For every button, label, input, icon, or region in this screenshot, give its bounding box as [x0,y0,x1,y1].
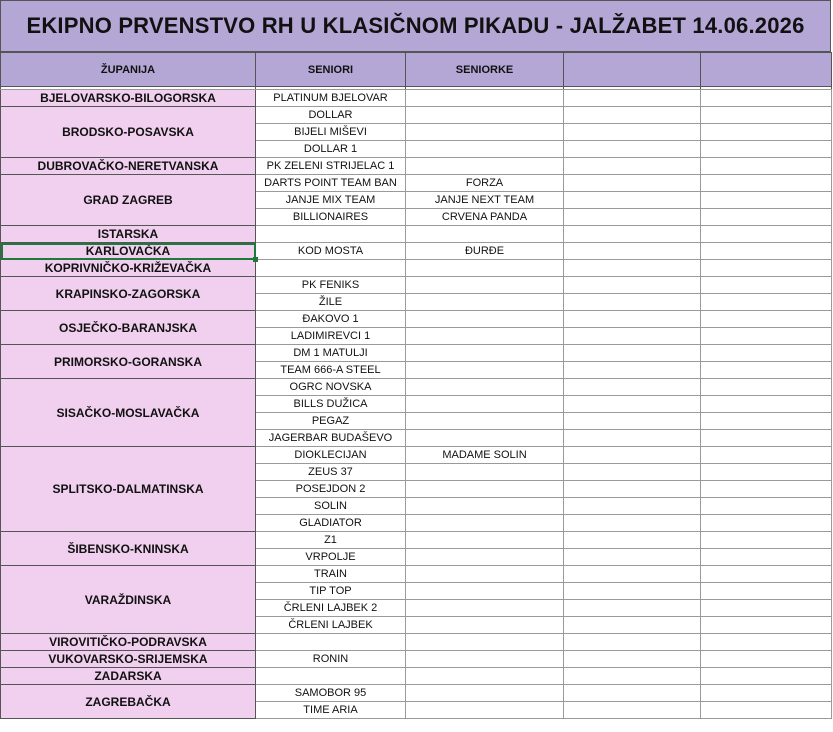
empty-cell[interactable] [701,651,832,668]
empty-cell[interactable] [564,447,701,464]
seniorke-cell[interactable] [406,532,564,549]
empty-cell[interactable] [564,464,701,481]
empty-cell[interactable] [701,362,832,379]
empty-cell[interactable] [564,362,701,379]
empty-cell[interactable] [564,192,701,209]
seniori-cell[interactable]: ČRLENI LAJBEK 2 [256,600,406,617]
seniori-cell[interactable]: RONIN [256,651,406,668]
empty-cell[interactable] [564,175,701,192]
header-seniori[interactable]: SENIORI [256,53,406,87]
empty-cell[interactable] [564,277,701,294]
county-cell[interactable]: BJELOVARSKO-BILOGORSKA [1,90,256,107]
seniorke-cell[interactable]: ĐURĐE [406,243,564,260]
table-row [1,345,832,362]
empty-cell[interactable] [564,260,701,277]
seniori-cell[interactable]: TEAM 666-A STEEL [256,362,406,379]
empty-cell[interactable] [701,515,832,532]
table-row [1,243,832,260]
seniori-cell[interactable]: TIP TOP [256,583,406,600]
seniori-cell[interactable]: DARTS POINT TEAM BAN [256,175,406,192]
empty-cell[interactable] [701,209,832,226]
empty-cell[interactable] [701,294,832,311]
empty-cell[interactable] [701,175,832,192]
empty-cell[interactable] [564,668,701,685]
header-empty-1[interactable] [564,53,701,87]
seniori-cell[interactable]: PEGAZ [256,413,406,430]
county-cell[interactable]: KRAPINSKO-ZAGORSKA [1,277,256,311]
seniori-cell[interactable]: TIME ARIA [256,702,406,719]
seniori-cell[interactable] [256,226,406,243]
empty-cell[interactable] [701,124,832,141]
table-row [1,685,832,702]
empty-cell[interactable] [564,345,701,362]
table-row [1,447,832,464]
table-row [1,107,832,124]
empty-cell[interactable] [701,141,832,158]
seniorke-cell[interactable]: CRVENA PANDA [406,209,564,226]
table-row [1,175,832,192]
table-row [1,379,832,396]
seniori-cell[interactable]: DOLLAR 1 [256,141,406,158]
seniorke-cell[interactable] [406,260,564,277]
county-cell[interactable]: SISAČKO-MOSLAVAČKA [1,379,256,447]
seniorke-cell[interactable] [406,362,564,379]
seniorke-cell[interactable] [406,107,564,124]
seniori-cell[interactable]: ČRLENI LAJBEK [256,617,406,634]
seniorke-cell[interactable] [406,600,564,617]
county-cell[interactable]: VARAŽDINSKA [1,566,256,634]
empty-cell[interactable] [701,345,832,362]
table-row [1,158,832,175]
empty-cell[interactable] [701,481,832,498]
empty-cell[interactable] [564,328,701,345]
seniorke-cell[interactable] [406,549,564,566]
seniori-cell[interactable]: Z1 [256,532,406,549]
seniori-cell[interactable] [256,260,406,277]
county-cell[interactable]: OSJEČKO-BARANJSKA [1,311,256,345]
seniori-cell[interactable] [256,668,406,685]
seniorke-cell[interactable] [406,685,564,702]
seniori-cell[interactable]: LADIMIREVCI 1 [256,328,406,345]
seniorke-cell[interactable] [406,498,564,515]
empty-cell[interactable] [701,617,832,634]
seniori-cell[interactable]: PLATINUM BJELOVAR [256,90,406,107]
table-row [1,566,832,583]
empty-cell[interactable] [564,209,701,226]
county-cell[interactable]: SPLITSKO-DALMATINSKA [1,447,256,532]
empty-cell[interactable] [701,277,832,294]
header-zupanija[interactable]: ŽUPANIJA [1,53,256,87]
seniorke-cell[interactable] [406,702,564,719]
empty-cell[interactable] [564,617,701,634]
seniori-cell[interactable]: VRPOLJE [256,549,406,566]
empty-cell[interactable] [701,464,832,481]
seniori-cell[interactable]: ĐAKOVO 1 [256,311,406,328]
empty-cell[interactable] [564,651,701,668]
seniorke-cell[interactable] [406,515,564,532]
seniori-cell[interactable]: GLADIATOR [256,515,406,532]
empty-cell[interactable] [564,498,701,515]
seniorke-cell[interactable] [406,328,564,345]
county-cell[interactable]: VIROVITIČKO-PODRAVSKA [1,634,256,651]
seniorke-cell[interactable] [406,379,564,396]
empty-cell[interactable] [701,158,832,175]
seniorke-cell[interactable] [406,277,564,294]
seniorke-cell[interactable] [406,158,564,175]
empty-cell[interactable] [564,226,701,243]
county-cell-selected[interactable]: KARLOVAČKA [1,243,256,260]
seniori-cell[interactable]: ZEUS 37 [256,464,406,481]
table-row [1,634,832,651]
seniorke-cell[interactable]: JANJE NEXT TEAM [406,192,564,209]
empty-cell[interactable] [564,430,701,447]
empty-cell[interactable] [701,192,832,209]
seniorke-cell[interactable] [406,294,564,311]
county-cell[interactable]: ZAGREBAČKA [1,685,256,719]
empty-cell[interactable] [701,566,832,583]
seniori-cell[interactable]: JAGERBAR BUDAŠEVO [256,430,406,447]
seniorke-cell[interactable]: MADAME SOLIN [406,447,564,464]
seniorke-cell[interactable]: FORZA [406,175,564,192]
seniorke-cell[interactable] [406,124,564,141]
empty-cell[interactable] [564,481,701,498]
empty-cell[interactable] [701,583,832,600]
fill-handle[interactable] [253,257,258,262]
empty-cell[interactable] [701,243,832,260]
empty-cell[interactable] [701,311,832,328]
table-body [1,87,832,719]
county-cell[interactable]: GRAD ZAGREB [1,175,256,226]
seniorke-cell[interactable] [406,226,564,243]
table-row [1,651,832,668]
county-cell[interactable]: BRODSKO-POSAVSKA [1,107,256,158]
seniori-cell[interactable]: BILLIONAIRES [256,209,406,226]
empty-cell[interactable] [564,124,701,141]
empty-cell[interactable] [564,413,701,430]
empty-cell[interactable] [701,498,832,515]
empty-cell[interactable] [564,243,701,260]
county-cell[interactable]: ŠIBENSKO-KNINSKA [1,532,256,566]
seniori-cell[interactable]: BILLS DUŽICA [256,396,406,413]
empty-cell[interactable] [701,532,832,549]
seniorke-cell[interactable] [406,668,564,685]
seniori-cell[interactable]: DIOKLECIJAN [256,447,406,464]
empty-cell[interactable] [701,702,832,719]
header-row [1,53,832,87]
empty-cell[interactable] [564,515,701,532]
county-cell[interactable]: ZADARSKA [1,668,256,685]
seniorke-cell[interactable] [406,481,564,498]
seniorke-cell[interactable] [406,430,564,447]
seniorke-cell[interactable] [406,617,564,634]
seniori-cell[interactable]: OGRC NOVSKA [256,379,406,396]
empty-cell[interactable] [564,549,701,566]
seniori-cell[interactable]: SAMOBOR 95 [256,685,406,702]
empty-cell[interactable] [564,532,701,549]
seniorke-cell[interactable] [406,651,564,668]
county-cell[interactable]: PRIMORSKO-GORANSKA [1,345,256,379]
empty-cell[interactable] [701,413,832,430]
seniori-cell[interactable] [256,634,406,651]
empty-cell[interactable] [701,328,832,345]
empty-cell[interactable] [701,260,832,277]
empty-cell[interactable] [564,107,701,124]
table-row [1,311,832,328]
seniorke-cell[interactable] [406,583,564,600]
county-cell[interactable]: DUBROVAČKO-NERETVANSKA [1,158,256,175]
empty-cell[interactable] [564,702,701,719]
table-row [1,226,832,243]
empty-cell[interactable] [701,634,832,651]
header-empty-2[interactable] [701,53,832,87]
empty-cell[interactable] [701,226,832,243]
county-cell[interactable]: KOPRIVNIČKO-KRIŽEVAČKA [1,260,256,277]
empty-cell[interactable] [701,90,832,107]
empty-cell[interactable] [701,668,832,685]
empty-cell[interactable] [564,141,701,158]
empty-cell[interactable] [564,379,701,396]
table-row [1,532,832,549]
empty-cell[interactable] [701,549,832,566]
seniori-cell[interactable]: POSEJDON 2 [256,481,406,498]
seniorke-cell[interactable] [406,413,564,430]
seniorke-cell[interactable] [406,311,564,328]
table-row [1,260,832,277]
sheet-title[interactable]: EKIPNO PRVENSTVO RH U KLASIČNOM PIKADU - JALŽABET 14.06.2026 [0,0,831,52]
seniori-cell[interactable]: PK FENIKS [256,277,406,294]
empty-cell[interactable] [564,685,701,702]
table-row [1,277,832,294]
empty-cell[interactable] [701,379,832,396]
seniori-cell[interactable]: BIJELI MIŠEVI [256,124,406,141]
seniori-cell[interactable]: PK ZELENI STRIJELAC 1 [256,158,406,175]
seniori-cell[interactable]: JANJE MIX TEAM [256,192,406,209]
empty-cell[interactable] [564,90,701,107]
seniorke-cell[interactable] [406,90,564,107]
empty-cell[interactable] [564,583,701,600]
empty-cell[interactable] [701,685,832,702]
seniorke-cell[interactable] [406,634,564,651]
table-row [1,668,832,685]
seniori-cell[interactable]: DOLLAR [256,107,406,124]
seniori-cell[interactable]: DM 1 MATULJI [256,345,406,362]
seniori-cell[interactable]: TRAIN [256,566,406,583]
empty-cell[interactable] [564,294,701,311]
county-cell[interactable]: ISTARSKA [1,226,256,243]
seniorke-cell[interactable] [406,345,564,362]
empty-cell[interactable] [701,107,832,124]
empty-cell[interactable] [564,311,701,328]
seniori-cell[interactable]: ŽILE [256,294,406,311]
empty-cell[interactable] [701,396,832,413]
seniorke-cell[interactable] [406,396,564,413]
seniori-cell[interactable]: KOD MOSTA [256,243,406,260]
seniorke-cell[interactable] [406,566,564,583]
empty-cell[interactable] [701,600,832,617]
seniorke-cell[interactable] [406,141,564,158]
empty-cell[interactable] [701,447,832,464]
empty-cell[interactable] [564,396,701,413]
seniori-cell[interactable]: SOLIN [256,498,406,515]
empty-cell[interactable] [564,158,701,175]
seniorke-cell[interactable] [406,464,564,481]
county-cell[interactable]: VUKOVARSKO-SRIJEMSKA [1,651,256,668]
empty-cell[interactable] [701,430,832,447]
teams-table [0,52,832,719]
empty-cell[interactable] [564,634,701,651]
empty-cell[interactable] [564,600,701,617]
empty-cell[interactable] [564,566,701,583]
header-seniorke[interactable]: SENIORKE [406,53,564,87]
table-row [1,90,832,107]
